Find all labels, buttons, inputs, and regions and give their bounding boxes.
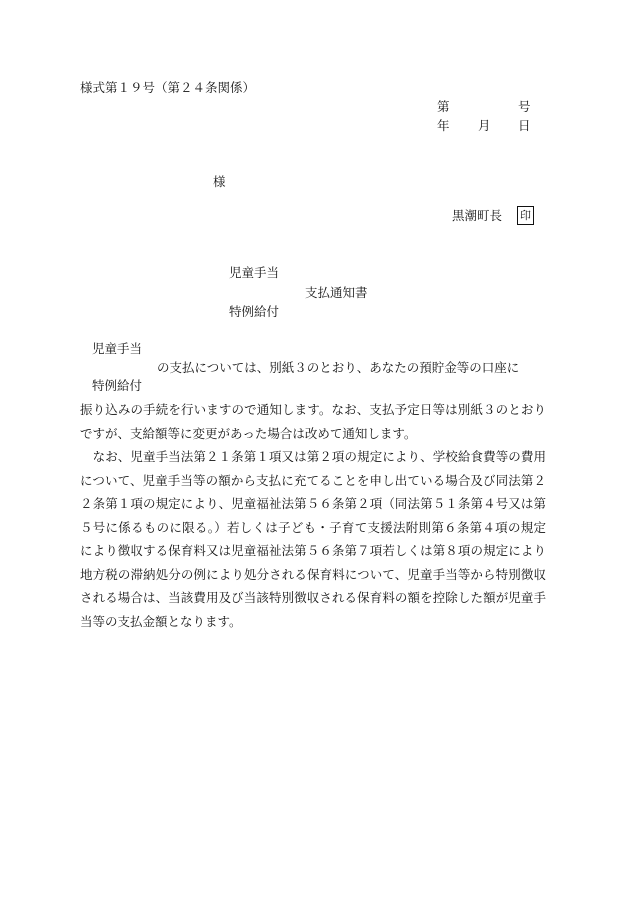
title-main: 支払通知書 (305, 285, 368, 300)
title-option-special-benefit: 特例給付 (229, 304, 280, 319)
form-header-label: 様式第１９号（第２４条関係） (80, 80, 256, 95)
body-paragraph-2: なお、児童手当法第２１条第１項又は第２項の規定により、学校給食費等の費用について、児童手当等の額から支払に充てることを申し出ている場合及び同法第２２条第１項の規定により、児童福祉法第５６条第２項（同法第５１条第４号又は第５号に係るものに限る。）若しくは子ども・子育て支援法附則第６条第４項の規定により徴収する保育料又は児童福祉法第５６条第７項若しくは第８項の規定により地方税の滞納処分の例により処分される保育料について、児童手当等から特別徴収される場合は、当該費用及び当該特別徴収される保育料の額を控除した額が児童手当等の支払金額となります。 (80, 449, 546, 629)
date-year: 年 (437, 118, 450, 133)
title-option-child-allowance: 児童手当 (229, 265, 280, 280)
doc-no-suffix: 号 (518, 99, 531, 114)
issuer-name: 黒潮町長 (452, 208, 503, 223)
body-option-special-benefit: 特例給付 (92, 378, 143, 393)
recipient-honorific: 様 (213, 174, 226, 189)
doc-no-prefix: 第 (437, 99, 450, 114)
date-month: 月 (478, 118, 491, 133)
body-paragraph-1: 振り込みの手続を行いますので通知します。なお、支払予定日等は別紙３のとおりですが、支給額等に変更があった場合は改めて通知します。 (80, 402, 546, 441)
seal-mark: 印 (517, 206, 534, 225)
body-line-1: の支払については、別紙３のとおり、あなたの預貯金等の口座に (157, 360, 520, 375)
date-day: 日 (518, 118, 531, 133)
body-option-child-allowance: 児童手当 (92, 341, 143, 356)
